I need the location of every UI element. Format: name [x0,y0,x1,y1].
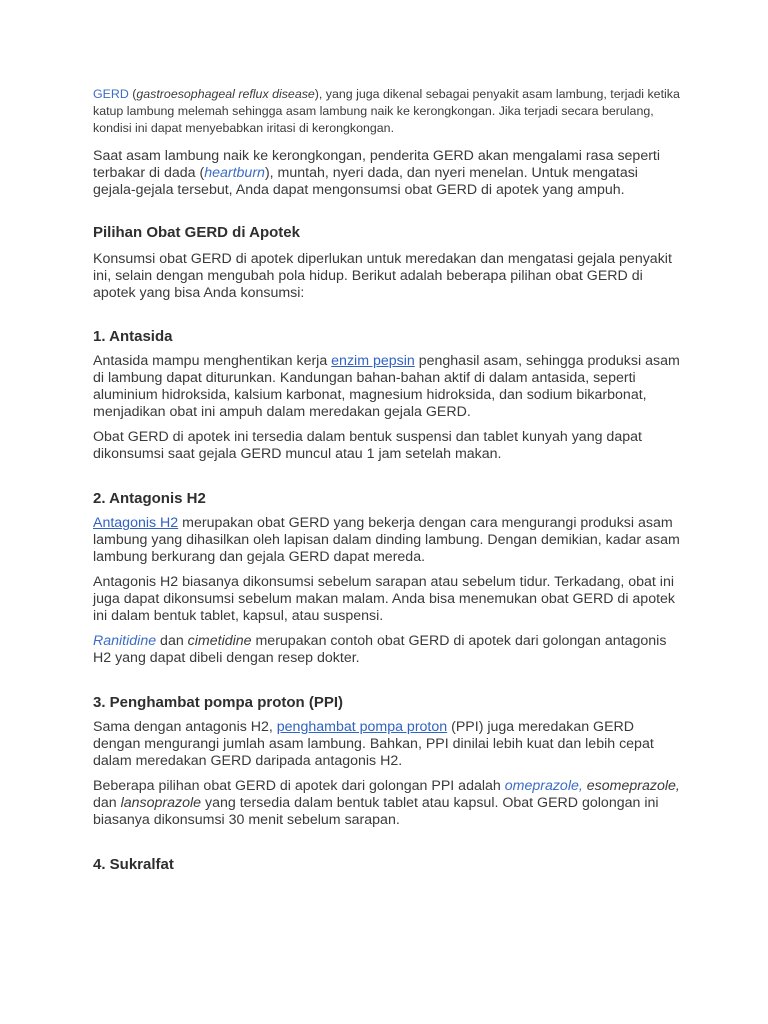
options-paragraph: Konsumsi obat GERD di apotek diperlukan untuk meredakan dan mengatasi gejala penyakit ini, selain dengan mengubah pola hidup. Berikut adalah beberapa pilihan obat GERD di apotek yang bisa Anda konsumsi: [93,251,672,301]
article-body [93,86,683,875]
gerd-term: GERD [93,87,129,101]
heading-sukralfat: 4. Sukralfat [93,856,174,873]
heading-ppi: 3. Penghambat pompa proton (PPI) [93,694,344,711]
symptoms-paragraph: Saat asam lambung naik ke kerongkongan, penderita GERD akan mengalami rasa seperti terbakar di dada (heartburn), muntah, nyeri dada, dan nyeri menelan. Untuk mengatasi gejala-gejala tersebut, Anda dapat mengonsumsi obat GERD di apotek yang ampuh. [93,148,661,198]
lansoprazole-term: lansoprazole [120,795,202,811]
heartburn-term: heartburn [204,165,265,181]
omeprazole-term: omeprazole, [504,778,583,794]
heading-antagonis-h2: 2. Antagonis H2 [93,490,206,507]
antagonis-paragraph-2: Antagonis H2 biasanya dikonsumsi sebelum sarapan atau sebelum tidur. Terkadang, obat ini juga dapat dikonsumsi sebelum makan malam. Anda bisa menemukan obat GERD di apotek ini dalam bentuk tablet, kapsul, atau suspensi. [93,574,676,624]
ranitidine-term: Ranitidine [93,633,157,649]
ppi-paragraph-2: Beberapa pilihan obat GERD di apotek dari golongan PPI adalah omeprazole, esomeprazole, dan lansoprazole yang tersedia dalam bentuk tablet atau kapsul. Obat GERD golongan ini biasanya dikonsumsi 30 menit sebelum sarapan. [93,778,680,828]
antasida-paragraph-2: Obat GERD di apotek ini tersedia dalam bentuk suspensi dan tablet kunyah yang dapat dikonsumsi saat gejala GERD muncul atau 1 jam setelah makan. [93,429,642,462]
antagonis-h2-link[interactable]: Antagonis H2 [93,515,179,531]
gerd-full-name: gastroesophageal reflux disease [136,87,315,101]
heading-main: Pilihan Obat GERD di Apotek [93,224,300,241]
antagonis-paragraph-3: Ranitidine dan cimetidine merupakan contoh obat GERD di apotek dari golongan antagonis H2 yang dapat dibeli dengan resep dokter. [93,633,667,666]
antasida-paragraph-1: Antasida mampu menghentikan kerja enzim pepsin penghasil asam, sehingga produksi asam di lambung dapat diturunkan. Kandungan bahan-bahan aktif di dalam antasida, seperti aluminium hidroksida, kalsium karbonat, magnesium hidroksida, dan sodium bikarbonat, menjadikan obat ini ampuh dalam meredakan gejala GERD. [93,353,680,420]
intro-paragraph: GERD (gastroesophageal reflux disease), yang juga dikenal sebagai penyakit asam lambung, terjadi ketika katup lambung melemah sehingga asam lambung naik ke kerongkongan. Jika terjadi secara berulang, kondisi ini dapat menyebabkan iritasi di kerongkongan. [93,87,680,135]
cimetidine-term: cimetidine [187,633,252,649]
ppi-link[interactable]: penghambat pompa proton [276,719,448,735]
esomeprazole-term: esomeprazole, [586,778,680,794]
ppi-paragraph-1: Sama dengan antagonis H2, penghambat pompa proton (PPI) juga meredakan GERD dengan mengurangi jumlah asam lambung. Bahkan, PPI dinilai lebih kuat dan lebih cepat dalam meredakan GERD daripada antagonis H2. [93,719,654,769]
antagonis-paragraph-1: Antagonis H2 merupakan obat GERD yang bekerja dengan cara mengurangi produksi asam lambung yang dihasilkan oleh lapisan dalam dinding lambung. Dengan demikian, kadar asam lambung berkurang dan gejala GERD dapat mereda. [93,515,680,565]
heading-antasida: 1. Antasida [93,328,173,345]
enzim-pepsin-link[interactable]: enzim pepsin [331,353,415,369]
